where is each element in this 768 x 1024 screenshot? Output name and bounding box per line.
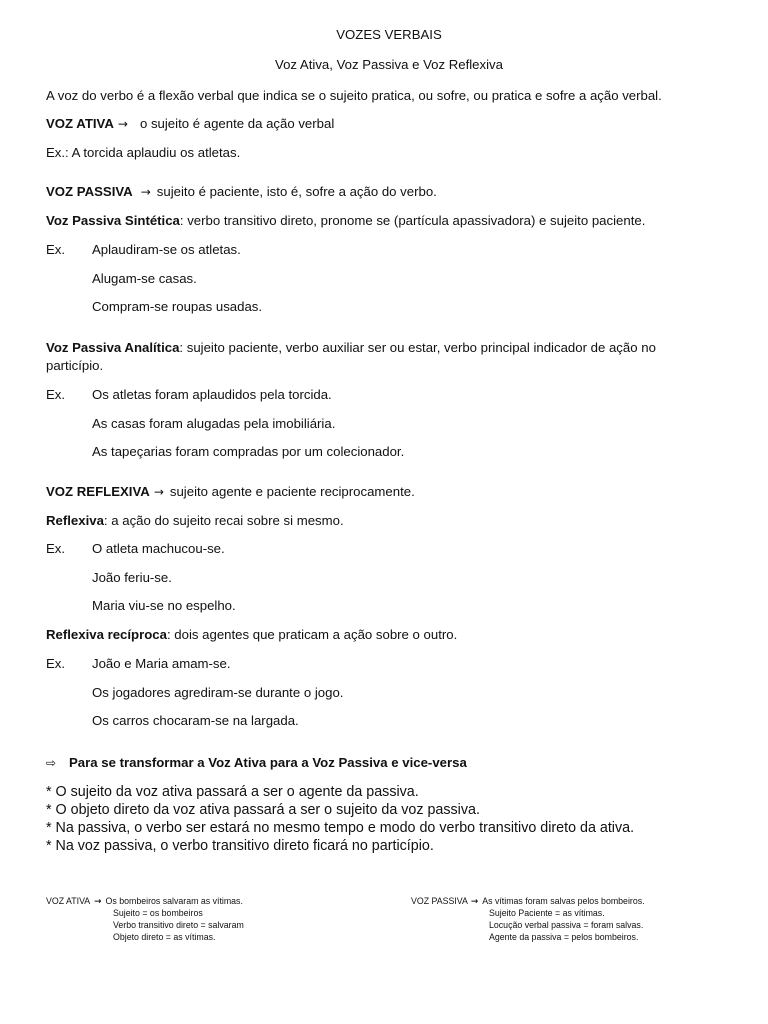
example-item: As casas foram alugadas pela imobiliária.: [92, 416, 336, 431]
right-arrow-icon: →: [94, 897, 102, 907]
ex-prefix: Ex.: [46, 242, 66, 257]
transform-heading: Para se transformar a Voz Ativa para a Voz Passiva e vice-versa: [69, 755, 467, 770]
voz-reflexiva-definition: [46, 483, 415, 501]
passiva-analitica-definition: [46, 339, 706, 375]
ex-prefix: Ex.: [46, 387, 66, 402]
reflexiva-reciproca-definition: [46, 626, 457, 644]
voz-passiva-definition: [46, 183, 437, 201]
page-subtitle: Voz Ativa, Voz Passiva e Voz Reflexiva: [275, 57, 503, 72]
voz-ativa-desc: o sujeito é agente da ação verbal: [139, 116, 335, 131]
reflexiva-reciproca-desc: : dois agentes que praticam a ação sobre o outro.: [166, 627, 458, 642]
example-ativa-label: VOZ ATIVA: [46, 896, 91, 906]
reflexiva-definition: [46, 512, 344, 530]
reflexiva-reciproca-label: Reflexiva recíproca: [46, 627, 167, 642]
right-arrow-icon: →: [153, 485, 164, 499]
voz-passiva-desc: sujeito é paciente, isto é, sofre a ação do verbo.: [156, 184, 437, 199]
example-item: O atleta machucou-se.: [92, 541, 225, 556]
voz-ativa-label: VOZ ATIVA: [46, 116, 114, 131]
example-item: As tapeçarias foram compradas por um colecionador.: [92, 444, 405, 459]
voz-reflexiva-label: VOZ REFLEXIVA: [46, 484, 150, 499]
ex-prefix: Ex.: [46, 541, 66, 556]
example-item: Os carros chocaram-se na largada.: [92, 713, 299, 728]
voz-reflexiva-desc: sujeito agente e paciente reciprocamente.: [169, 484, 415, 499]
page-title: VOZES VERBAIS: [336, 27, 442, 42]
passiva-sintetica-definition: [46, 212, 645, 230]
example-passiva-label: VOZ PASSIVA: [411, 896, 468, 906]
right-arrow-icon: →: [140, 185, 151, 199]
reflexiva-label: Reflexiva: [46, 513, 104, 528]
example-ativa-sentence: Os bombeiros salvaram as vítimas.: [105, 896, 243, 906]
example-item: Alugam-se casas.: [92, 271, 197, 286]
transform-rule: * Na passiva, o verbo ser estará no mesmo tempo e modo do verbo transitivo direto da ativa.: [46, 820, 635, 836]
intro-paragraph: A voz do verbo é a flexão verbal que indica se o sujeito pratica, ou sofre, ou pratica e sofre a ação verbal.: [46, 88, 662, 103]
voz-passiva-label: VOZ PASSIVA: [46, 184, 133, 199]
example-passiva-sentence: As vítimas foram salvas pelos bombeiros.: [482, 896, 645, 906]
example-ativa-line: Verbo transitivo direto = salvaram: [113, 920, 244, 930]
passiva-sintetica-desc: : verbo transitivo direto, pronome se (partícula apassivadora) e sujeito paciente.: [179, 213, 646, 228]
voz-ativa-definition: [46, 115, 334, 133]
example-item: Aplaudiram-se os atletas.: [92, 242, 241, 257]
example-item: Maria viu-se no espelho.: [92, 598, 236, 613]
example-ativa-line: Sujeito = os bombeiros: [113, 908, 203, 918]
transform-heading-row: [46, 754, 467, 772]
transform-rule: * O objeto direto da voz ativa passará a ser o sujeito da voz passiva.: [46, 802, 480, 818]
voz-ativa-example: Ex.: A torcida aplaudiu os atletas.: [46, 145, 241, 160]
example-ativa-line: Objeto direto = as vítimas.: [113, 932, 216, 942]
example-passiva-line: Agente da passiva = pelos bombeiros.: [489, 932, 639, 942]
passiva-analitica-desc: : sujeito paciente, verbo auxiliar ser ou estar, verbo principal indicador de ação no particípio.: [46, 340, 656, 373]
transform-rule: * Na voz passiva, o verbo transitivo direto ficará no particípio.: [46, 838, 434, 854]
right-arrow-icon: →: [117, 117, 128, 131]
example-passiva-line: Sujeito Paciente = as vítimas.: [489, 908, 605, 918]
passiva-sintetica-label: Voz Passiva Sintética: [46, 213, 180, 228]
hollow-right-arrow-icon: ⇨: [46, 756, 57, 770]
example-item: Os jogadores agrediram-se durante o jogo.: [92, 685, 344, 700]
example-item: Os atletas foram aplaudidos pela torcida.: [92, 387, 332, 402]
reflexiva-desc: : a ação do sujeito recai sobre si mesmo.: [103, 513, 344, 528]
example-passiva-line: Locução verbal passiva = foram salvas.: [489, 920, 644, 930]
example-item: Compram-se roupas usadas.: [92, 299, 263, 314]
transform-rule: * O sujeito da voz ativa passará a ser o agente da passiva.: [46, 784, 419, 800]
example-item: João e Maria amam-se.: [92, 656, 231, 671]
right-arrow-icon: →: [470, 897, 479, 907]
ex-prefix: Ex.: [46, 656, 66, 671]
passiva-analitica-label: Voz Passiva Analítica: [46, 340, 180, 355]
example-item: João feriu-se.: [92, 570, 172, 585]
